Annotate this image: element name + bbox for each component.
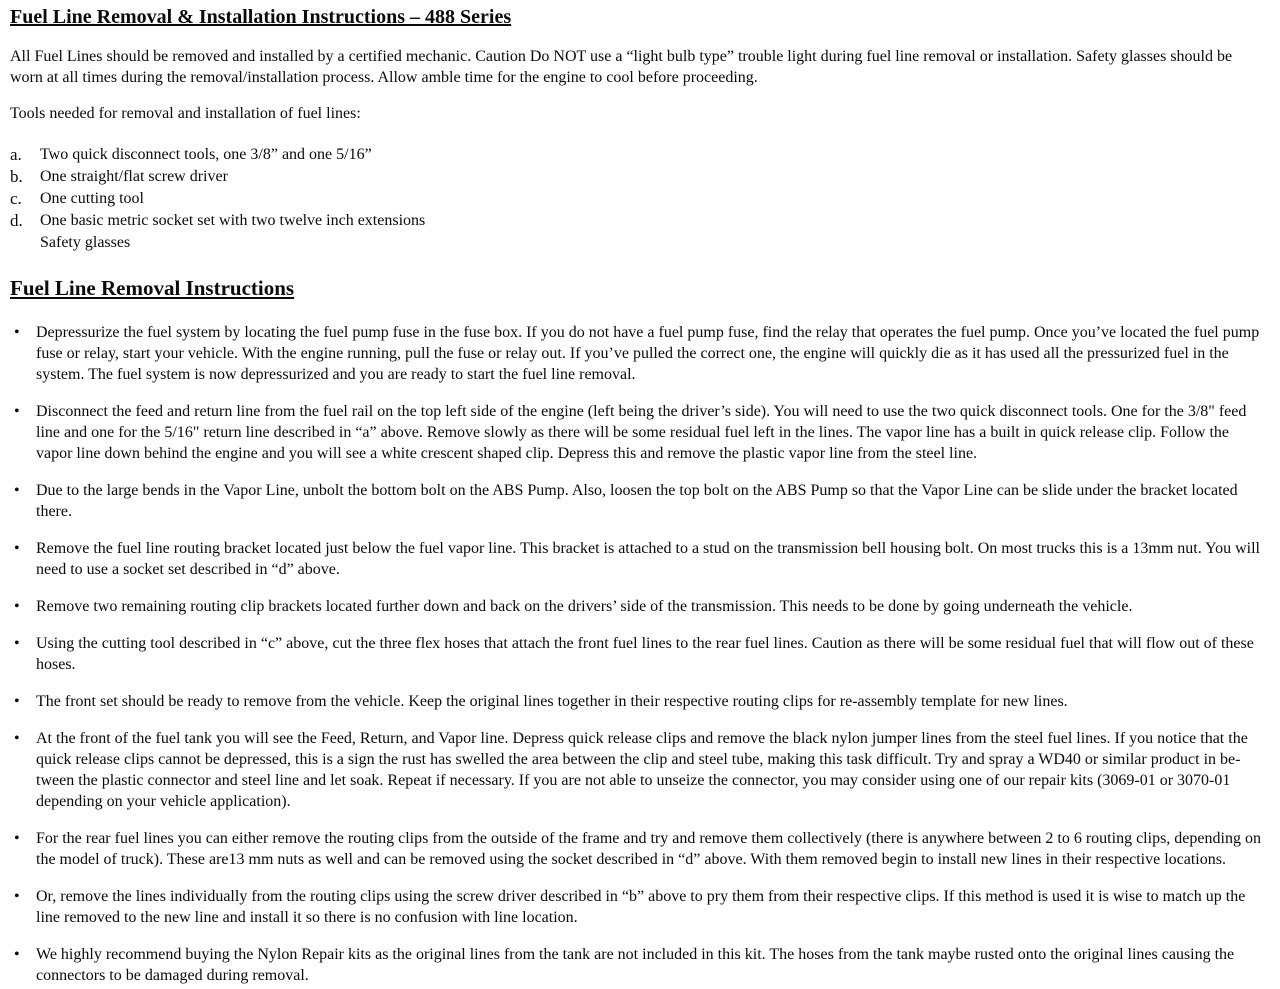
list-item-marker: a. [10, 145, 22, 164]
bullet-icon: • [14, 324, 20, 341]
list-item-marker: c. [10, 189, 22, 208]
instructions-bullet-list [10, 322, 1266, 986]
list-item-text: One cutting tool [40, 190, 144, 207]
bullet-item-text: Depressurize the fuel system by locating the fuel pump fuse in the fuse box. If you do not have a fuel pump fuse, find the relay that operates the fuel pump. Once you’ve located the fuel pump fuse or relay, start your vehicle. With the engine running, pull the fuse or relay out. If you’ve pulled the correct one, the engine will quickly die as it has used all the pressurized fuel in the system. The fuel system is now depressurized and you are ready to start the fuel line removal. [36, 324, 1260, 383]
bullet-item [10, 944, 1266, 986]
bullet-item [10, 596, 1266, 617]
bullet-icon: • [14, 482, 20, 499]
bullet-item-text: The front set should be ready to remove from the vehicle. Keep the original lines together in their respective routing clips for re-assembly template for new lines. [36, 693, 1068, 710]
list-item-text: One basic metric socket set with two twelve inch extensions [40, 212, 426, 229]
bullet-item [10, 886, 1266, 928]
bullet-item-text: For the rear fuel lines you can either remove the routing clips from the outside of the frame and try and remove them collectively (there is anywhere between 2 to 6 routing clips, depending on the model of truck). These are13 mm nuts as well and can be removed using the socket described in “d” above. With them removed begin to install new lines in their respective locations. [36, 830, 1261, 868]
bullet-item [10, 322, 1266, 385]
bullet-icon: • [14, 403, 20, 420]
list-item [10, 144, 1266, 166]
bullet-icon: • [14, 830, 20, 847]
list-item-marker: d. [10, 211, 23, 230]
bullet-item [10, 401, 1266, 464]
list-item [10, 188, 1266, 210]
bullet-item-text: Using the cutting tool described in “c” above, cut the three flex hoses that attach the front fuel lines to the rear fuel lines. Caution as there will be some residual fuel that will flow out of these hoses. [36, 635, 1254, 673]
bullet-item [10, 480, 1266, 522]
bullet-item-text: Remove the fuel line routing bracket located just below the fuel vapor line. This bracket is attached to a stud on the transmission bell housing bolt. On most trucks this is a 13mm nut. You will need to use a socket set described in “d” above. [36, 540, 1260, 578]
bullet-item [10, 828, 1266, 870]
bullet-icon: • [14, 888, 20, 905]
bullet-icon: • [14, 693, 20, 710]
bullet-item-text: Due to the large bends in the Vapor Line, unbolt the bottom bolt on the ABS Pump. Also, loosen the top bolt on the ABS Pump so that the Vapor Line can be slide under the bracket located there. [36, 482, 1238, 520]
list-item-marker: b. [10, 167, 23, 186]
bullet-item-text: Disconnect the feed and return line from the fuel rail on the top left side of the engine (left being the driver’s side). You will need to use the two quick disconnect tools. One for the 3/8" feed line and one for the 5/16" return line described in “a” above. Remove slowly as there will be some residual fuel left in the lines. The vapor line has a built in quick release clip. Follow the vapor line down behind the engine and you will see a white crescent shaped clip. Depress this and remove the plastic vapor line from the steel line. [36, 403, 1247, 462]
bullet-icon: • [14, 598, 20, 615]
bullet-icon: • [14, 540, 20, 557]
bullet-icon: • [14, 946, 20, 963]
list-item [10, 210, 1266, 232]
tools-intro-line: Tools needed for removal and installation of fuel lines: [10, 105, 361, 122]
intro-paragraph: All Fuel Lines should be removed and installed by a certified mechanic. Caution Do NOT use a “light bulb type” trouble light during fuel line removal or installation. Safety glasses should be worn at all times during the removal/installation process. Allow amble time for the engine to cool before proceeding. [10, 48, 1233, 86]
list-item-text: Safety glasses [40, 234, 131, 251]
list-item-text: One straight/flat screw driver [40, 168, 228, 185]
bullet-icon: • [14, 635, 20, 652]
bullet-item-text: Or, remove the lines individually from the routing clips using the screw driver described in “b” above to pry them from their respective clips. If this method is used it is wise to match up the line removed to the new line and install it so there is no confusion with line location. [36, 888, 1246, 926]
bullet-item-text: We highly recommend buying the Nylon Repair kits as the original lines from the tank are not included in this kit. The hoses from the tank maybe rusted onto the original lines causing the connectors to be damaged during removal. [36, 946, 1235, 984]
bullet-icon: • [14, 730, 20, 747]
list-item-text: Two quick disconnect tools, one 3/8” and one 5/16” [40, 146, 372, 163]
bullet-item [10, 728, 1266, 812]
bullet-item [10, 691, 1266, 712]
bullet-item-text: Remove two remaining routing clip brackets located further down and back on the drivers’ side of the transmission. This needs to be done by going underneath the vehicle. [36, 598, 1133, 615]
section-heading: Fuel Line Removal Instructions [10, 276, 295, 300]
tools-list [10, 144, 1266, 254]
document-title: Fuel Line Removal & Installation Instructions – 488 Series [10, 6, 512, 28]
list-item [10, 166, 1266, 188]
list-item [10, 232, 1266, 254]
list-item-marker [10, 232, 40, 254]
bullet-item [10, 633, 1266, 675]
bullet-item-text: At the front of the fuel tank you will see the Feed, Return, and Vapor line. Depress quick release clips and remove the black nylon jumper lines from the steel fuel lines. If you notice that the quick release clips cannot be depressed, this is a sign the rust has swelled the area between the clip and steel tube, making this task difficult. Try and spray a WD40 or similar product in be-tween the plastic connector and steel line and let soak. Repeat if necessary. If you are not able to unseize the connector, you may consider using one of our repair kits (3069-01 or 3070-01 depending on your vehicle application). [36, 730, 1248, 810]
bullet-item [10, 538, 1266, 580]
